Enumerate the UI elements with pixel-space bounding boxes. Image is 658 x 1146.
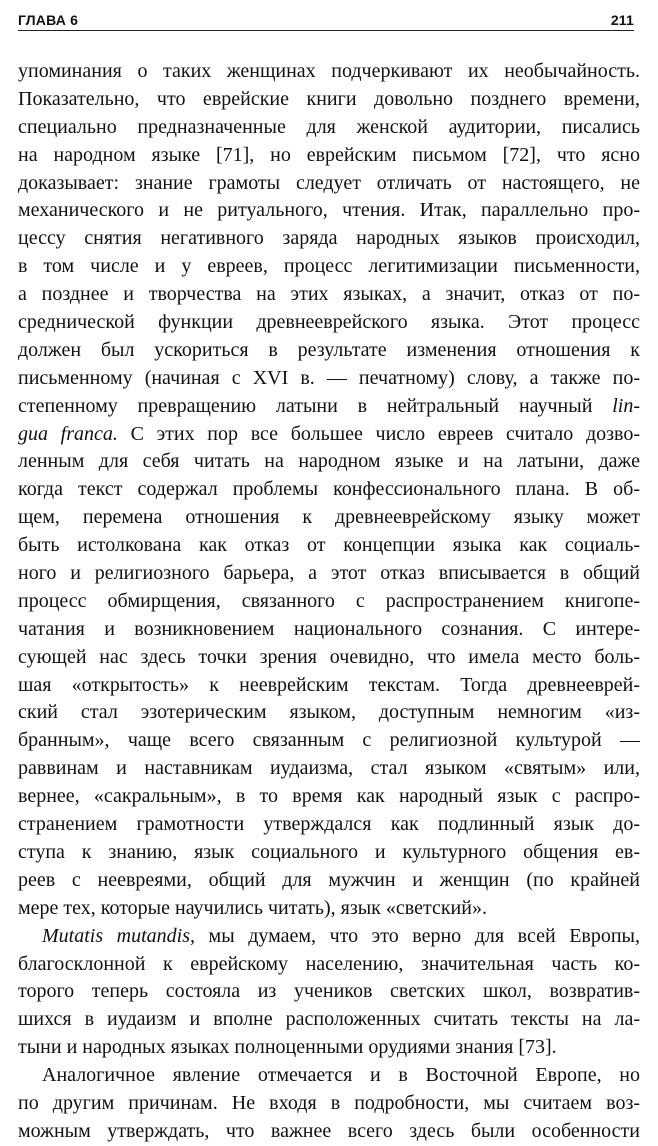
text-line: письменному (начиная с XVI в. — печатному) слову, а также по-	[18, 366, 640, 389]
text-line: щем, перемена отношения к древнееврейскому языку может	[18, 506, 640, 529]
text-line: быть истолкована как отказ от концепции языка как социаль-	[18, 534, 640, 557]
text-line	[18, 923, 640, 951]
text-line: механического и не ритуального, чтения. Итак, параллельно про-	[18, 199, 640, 222]
text-line: когда текст содержал проблемы конфессионального плана. В об-	[18, 478, 640, 501]
text-line: на народном языке [71], но еврейским письмом [72], что ясно	[18, 143, 640, 166]
text-line: торого теперь состояла из учеников светских школ, возвратив-	[18, 980, 640, 1003]
text-line: благосклонной к еврейскому населению, значительная часть ко-	[18, 952, 640, 975]
text-line: должен был ускориться в результате изменения отношения к	[18, 338, 640, 361]
chapter-label: ГЛАВА 6	[18, 12, 79, 28]
text-line: доказывает: знание грамоты следует отличать от настоящего, не	[18, 171, 640, 194]
text-line: в том числе и у евреев, процесс легитимизации письменности,	[18, 255, 640, 278]
text-line: бранным», чаще всего связанным с религиозной культурой —	[18, 729, 640, 752]
text-line: шихся в иудаизм и вполне расположенных считать тексты на ла-	[18, 1008, 640, 1031]
page-number: 211	[610, 12, 634, 28]
text-line: цессу снятия негативного заряда народных языков происходил,	[18, 227, 640, 250]
text-line: среднической функции древнееврейского языка. Этот процесс	[18, 311, 640, 334]
text-line: реев с неевреями, общий для мужчин и женщин (по крайней	[18, 868, 640, 891]
text-line: ленным для себя читать на народном языке и на латыни, даже	[18, 450, 640, 473]
text-segment: С этих пор все большее число евреев считало дозво-	[117, 422, 640, 445]
text-segment: степенному превращению латыни в нейтральный научный	[18, 394, 593, 417]
text-line	[18, 421, 640, 449]
text-line: упоминания о таких женщинах подчеркивают их необычайность.	[18, 60, 640, 82]
text-line: а позднее и творчества на этих языках, а значит, отказ от по-	[18, 283, 640, 306]
body-text	[18, 58, 640, 1146]
text-line: чатания и возникновением национального сознания. С интере-	[18, 617, 640, 640]
text-line: Аналогичное явление отмечается и в Восточной Европе, но	[42, 1064, 640, 1087]
text-line: ного и религиозного барьера, а этот отказ вписывается в общий	[18, 562, 640, 585]
text-line: ский стал эзотерическим языком, доступным немногим «из-	[18, 701, 640, 724]
text-line: вернее, «сакральным», в то время как народный язык с распро-	[18, 785, 640, 808]
text-line: сующей нас здесь точки зрения очевидно, что имела место боль-	[18, 645, 640, 668]
italic-term: Mutatis mutandis,	[42, 924, 195, 947]
text-line: специально предназначенные для женской аудитории, писались	[18, 115, 640, 138]
text-line: раввинам и наставникам иудаизма, стал языком «святым» или,	[18, 757, 640, 780]
text-line: шая «открытость» к нееврейским текстам. Тогда древнееврей-	[18, 673, 640, 696]
text-segment: мы думаем, что это верно для всей Европы,	[195, 924, 640, 947]
text-line: мере тех, которые научились читать), язык «светский».	[18, 896, 487, 919]
italic-term: gua franca.	[18, 422, 118, 445]
text-line: странением грамотности утверждался как подлинный язык до-	[18, 813, 640, 836]
text-line: можным утверждать, что важнее всего здесь были особенности	[18, 1119, 640, 1142]
text-line	[18, 393, 640, 421]
text-line: ступа к знанию, язык социального и культурного общения ев-	[18, 840, 640, 863]
text-line: тыни и народных языках полноценными орудиями знания [73].	[18, 1036, 557, 1059]
text-line: Показательно, что еврейские книги довольно позднего времени,	[18, 87, 640, 110]
text-line: процесс обмирщения, связанного с распространением книгопе-	[18, 589, 640, 612]
running-header	[18, 6, 634, 31]
italic-term: lin-	[612, 394, 640, 417]
text-line: по другим причинам. Не входя в подробности, мы считаем воз-	[18, 1091, 640, 1114]
